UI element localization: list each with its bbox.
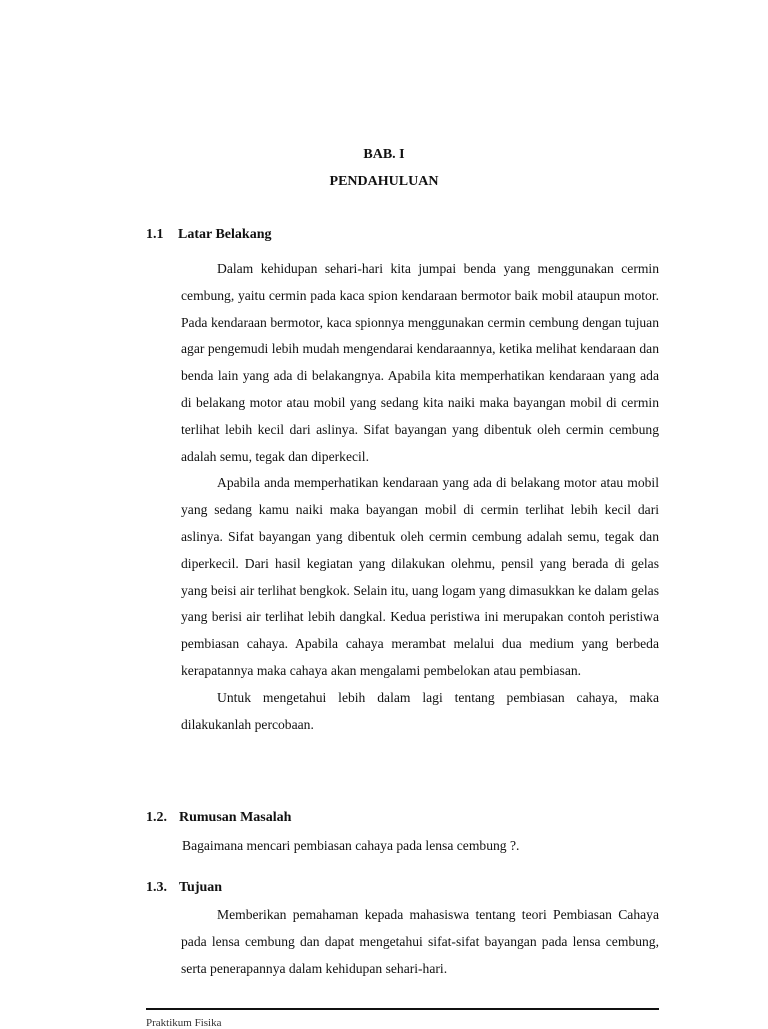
section-heading-tujuan [146,880,222,896]
section-heading-latar-belakang [146,227,271,243]
paragraph: Apabila anda memperhatikan kendaraan yang ada di belakang motor atau mobil yang sedang kamu naiki maka bayangan mobil di cermin terlihat lebih kecil dari aslinya. Sifat bayangan yang dibentuk oleh cermin cembung adalah semu, tegak dan diperkecil. Dari hasil kegiatan yang dilakukan olehmu, pensil yang berada di gelas yang beisi air terlihat bengkok. Selain itu, uang logam yang dimasukkan ke dalam gelas yang berisi air terlihat lebih dangkal. Kedua peristiwa ini merupakan contoh peristiwa pembiasan cahaya. Apabila cahaya merambat melalui dua medium yang berbeda kerapatannya maka cahaya akan mengalami pembelokan atau pembiasan. [181,475,659,678]
section-number: 1.3. [146,880,167,895]
footer-rule [146,1008,659,1010]
section-number: 1.1 [146,227,164,242]
section-body-latar-belakang [181,256,659,738]
section-title: Rumusan Masalah [179,810,292,825]
footer-text: Praktikum Fisika [146,1017,222,1029]
section-body-tujuan [181,902,659,982]
section-text-rumusan-masalah: Bagaimana mencari pembiasan cahaya pada lensa cembung ?. [182,838,520,853]
paragraph: Untuk mengetahui lebih dalam lagi tentang pembiasan cahaya, maka dilakukanlah percobaan. [181,689,659,732]
section-title: Tujuan [179,880,223,895]
chapter-label: BAB. I [363,147,405,162]
section-title: Latar Belakang [178,227,272,242]
section-number: 1.2. [146,810,167,825]
section-heading-rumusan-masalah [146,810,291,826]
paragraph: Memberikan pemahaman kepada mahasiswa tentang teori Pembiasan Cahaya pada lensa cembung dan dapat mengetahui sifat-sifat bayangan pada lensa cembung, serta penerapannya dalam kehidupan sehari-hari. [181,907,659,976]
paragraph: Dalam kehidupan sehari-hari kita jumpai benda yang menggunakan cermin cembung, yaitu cermin pada kaca spion kendaraan bermotor baik mobil ataupun motor. Pada kendaraan bermotor, kaca spionnya menggunakan cermin cembung dengan tujuan agar pengemudi lebih mudah mengendarai kendaraannya, ketika melihat kendaraan dan benda lain yang ada di belakangnya. Apabila kita memperhatikan kendaraan yang ada di belakang motor atau mobil yang sedang kita naiki maka bayangan mobil di cermin terlihat lebih kecil dari aslinya. Sifat bayangan yang dibentuk oleh cermin cembung adalah semu, tegak dan diperkecil. [181,261,659,464]
chapter-title: PENDAHULUAN [329,174,439,189]
